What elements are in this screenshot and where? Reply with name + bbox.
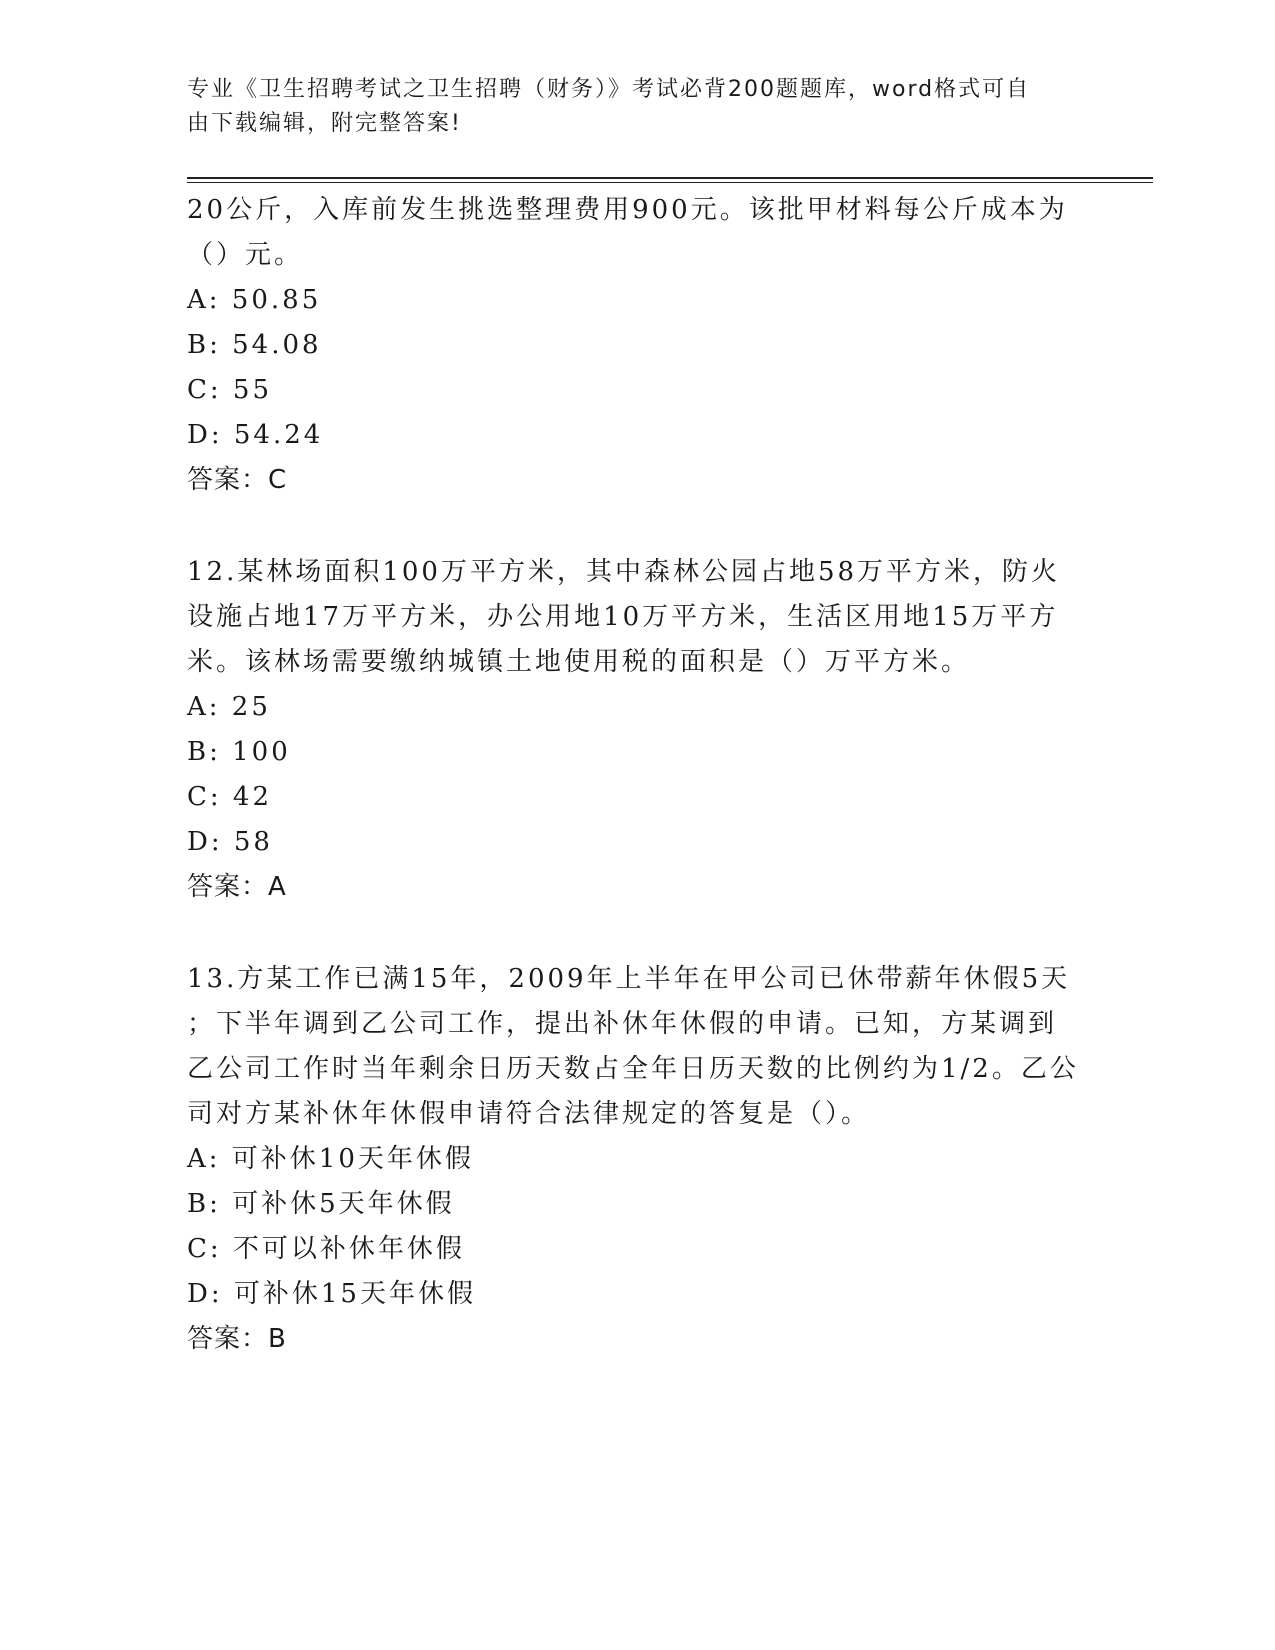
question-text-line: 13.方某工作已满15年，2009年上半年在甲公司已休带薪年休假5天	[187, 964, 1071, 994]
option-b: B: 100	[187, 737, 291, 767]
option-c: C: 不可以补休年休假	[187, 1234, 465, 1264]
question-block	[187, 550, 1087, 910]
question-spacer	[187, 910, 1087, 957]
option-a: A: 可补休10天年休假	[187, 1144, 474, 1174]
option-d: D: 58	[187, 827, 273, 857]
header-divider-thick	[187, 177, 1153, 179]
header-divider-thin	[187, 182, 1153, 183]
option-a: A: 50.85	[187, 285, 322, 315]
option-c: C: 42	[187, 782, 273, 812]
document-header	[187, 73, 1067, 141]
question-text-line: 设施占地17万平方米，办公用地10万平方米，生活区用地15万平方	[187, 602, 1059, 632]
question-text-line: 20公斤，入库前发生挑选整理费用900元。该批甲材料每公斤成本为	[187, 195, 1068, 225]
answer-line: 答案：A	[187, 872, 287, 902]
option-b: B: 54.08	[187, 330, 322, 360]
answer-line: 答案：B	[187, 1324, 287, 1354]
question-text-line: 乙公司工作时当年剩余日历天数占全年日历天数的比例约为1/2。乙公	[187, 1054, 1079, 1084]
question-text-line: ；下半年调到乙公司工作，提出补休年休假的申请。已知，方某调到	[187, 1009, 1058, 1039]
answer-line: 答案：C	[187, 465, 288, 495]
option-a: A: 25	[187, 692, 271, 722]
question-block	[187, 957, 1087, 1362]
question-list	[187, 188, 1087, 1362]
option-d: D: 可补休15天年休假	[187, 1279, 476, 1309]
option-b: B: 可补休5天年休假	[187, 1189, 455, 1219]
question-block	[187, 188, 1087, 503]
header-line-1: 专业《卫生招聘考试之卫生招聘（财务）》考试必背200题题库，word格式可自	[187, 77, 1031, 102]
question-text-line: 司对方某补休年休假申请符合法律规定的答复是（）。	[187, 1099, 871, 1129]
question-spacer	[187, 503, 1087, 550]
option-d: D: 54.24	[187, 420, 324, 450]
option-c: C: 55	[187, 375, 273, 405]
question-text-line: 12.某林场面积100万平方米，其中森林公园占地58万平方米，防火	[187, 557, 1061, 587]
question-text-line: （）元。	[187, 240, 304, 270]
header-line-2: 由下载编辑，附完整答案!	[187, 111, 462, 136]
question-text-line: 米。该林场需要缴纳城镇土地使用税的面积是（）万平方米。	[187, 647, 971, 677]
